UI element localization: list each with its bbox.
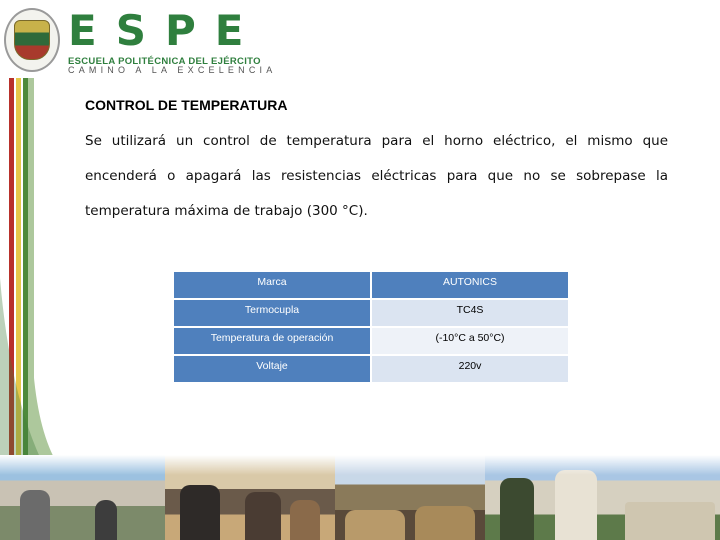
table-cell-key: Temperatura de operación (173, 327, 371, 355)
institution-name: ESCUELA POLITÉCNICA DEL EJÉRCITO (68, 56, 261, 67)
table-cell-key: Marca (173, 271, 371, 299)
table-row (173, 355, 569, 383)
spec-table (172, 270, 570, 384)
table-cell-key: Voltaje (173, 355, 371, 383)
table-cell-value: TC4S (371, 299, 569, 327)
description-paragraph: Se utilizará un control de temperatura para el horno eléctrico, el mismo que encenderá o apagará las resistencias eléctricas para que no se sobrepase la temperatura máxima de trabajo (300 °C). (85, 133, 668, 219)
brand-logo-text: ESPE (68, 6, 263, 55)
table-row (173, 271, 569, 299)
table-row (173, 299, 569, 327)
table-cell-key: Termocupla (173, 299, 371, 327)
table-cell-value: 220v (371, 355, 569, 383)
espe-seal-logo (4, 8, 60, 72)
section-title: CONTROL DE TEMPERATURA (85, 97, 288, 113)
decorative-stripes (0, 78, 60, 468)
table-row (173, 327, 569, 355)
institution-tagline: CAMINO A LA EXCELENCIA (68, 65, 277, 75)
shield-emblem-icon (14, 20, 50, 60)
table-cell-value: (-10°C a 50°C) (371, 327, 569, 355)
table-cell-value: AUTONICS (371, 271, 569, 299)
photo-fade-overlay (0, 455, 720, 475)
